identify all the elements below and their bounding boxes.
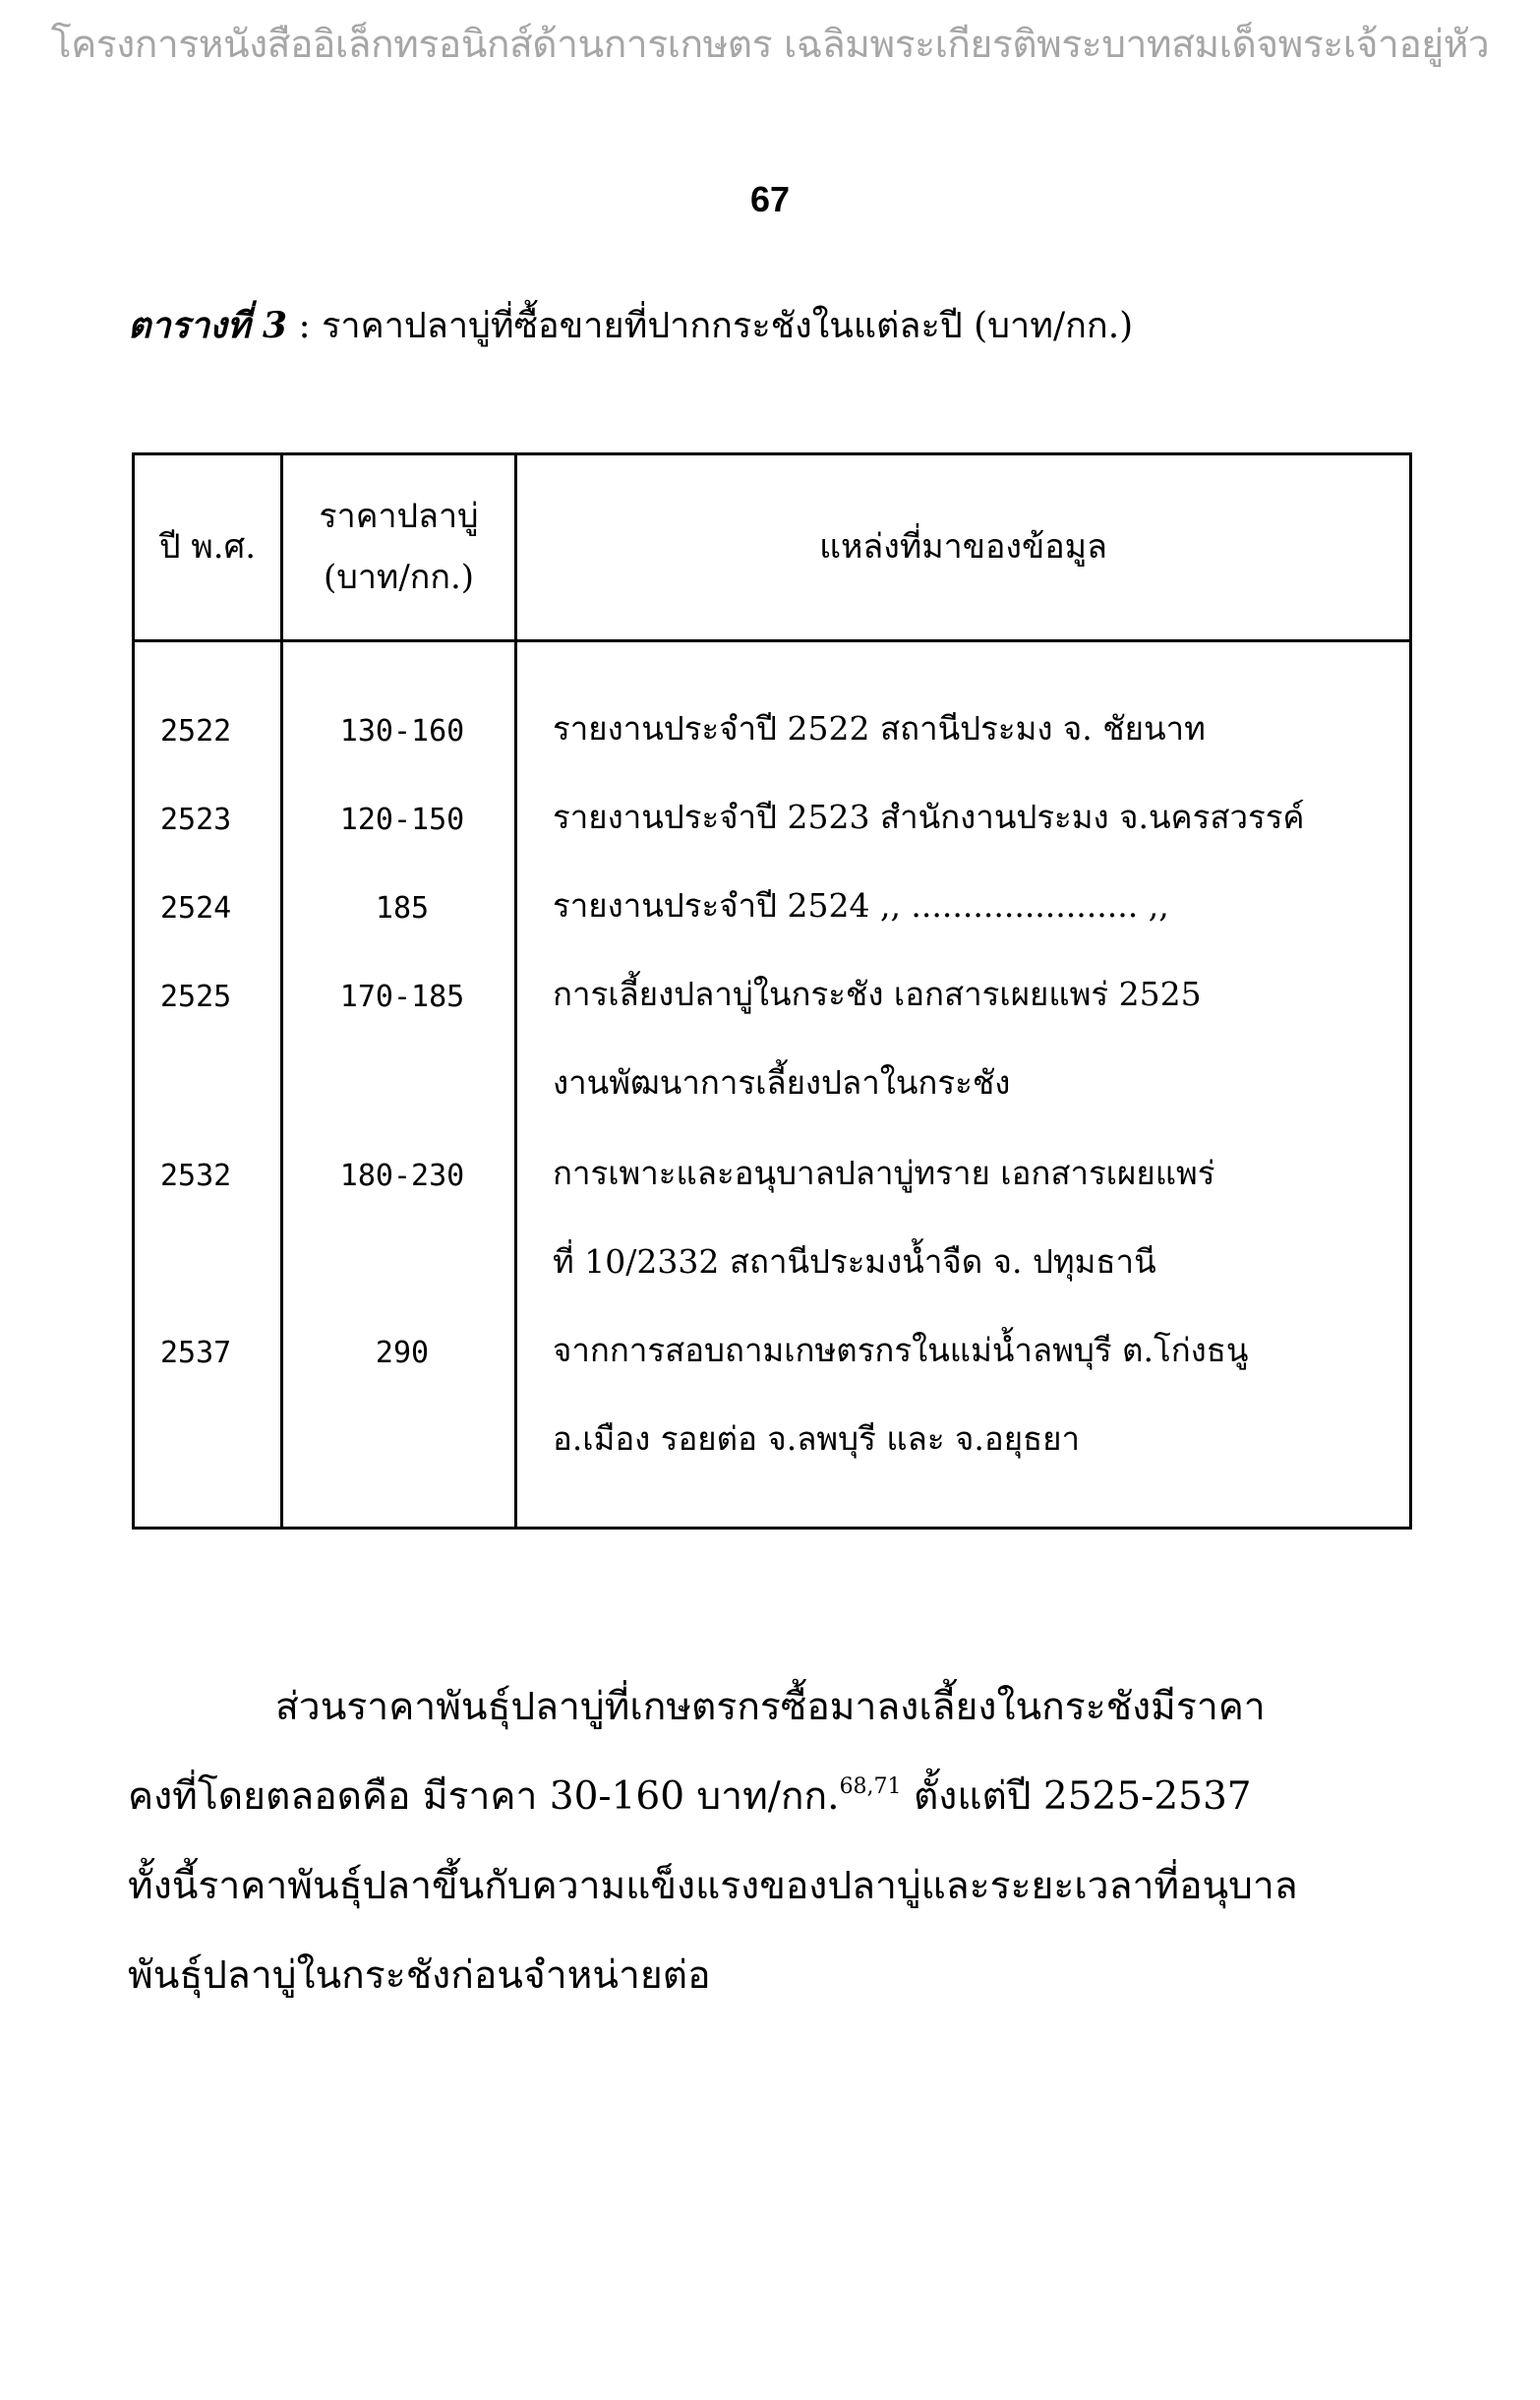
row-year: 2537	[160, 1336, 232, 1370]
row-source-line: รายงานประจำปี 2523 สำนักงานประมง จ.นครสวรรค์	[553, 798, 1305, 836]
price-table	[132, 452, 1412, 1530]
row-price: 180-230	[339, 1159, 465, 1193]
paragraph-line: ทั้งนี้ราคาพันธุ์ปลาขึ้นกับความแข็งแรงของปลาบู่และระยะเวลาที่อนุบาล	[128, 1864, 1298, 1908]
header-divider	[135, 639, 1409, 642]
body-paragraph	[128, 1662, 1416, 2020]
table-caption	[128, 297, 1133, 353]
paragraph-line	[128, 1752, 1416, 1841]
row-year: 2524	[160, 891, 232, 926]
paragraph-text: คงที่โดยตลอดคือ มีราคา 30-160 บาท/กก.	[128, 1774, 840, 1819]
header-source: แหล่งที่มาของข้อมูล	[819, 526, 1107, 567]
row-source-line: งานพัฒนาการเลี้ยงปลาในกระชัง	[553, 1063, 1011, 1102]
row-source-line: อ.เมือง รอยต่อ จ.ลพบุรี และ จ.อยุธยา	[553, 1419, 1081, 1458]
row-source-line: การเพาะและอนุบาลปลาบู่ทราย เอกสารเผยแพร่	[553, 1154, 1215, 1192]
row-year: 2525	[160, 980, 232, 1014]
row-price: 185	[375, 891, 430, 926]
paragraph-line: ส่วนราคาพันธุ์ปลาบู่ที่เกษตรกรซื้อมาลงเลี้ยงในกระชังมีราคา	[275, 1685, 1266, 1729]
row-price: 170-185	[339, 980, 465, 1014]
header-price-line2: (บาท/กก.)	[323, 557, 475, 597]
page-number: 67	[749, 179, 791, 219]
row-source-line: ที่ 10/2332 สถานีประมงน้ำจืด จ. ปทุมธานี	[553, 1242, 1156, 1281]
row-price: 290	[375, 1336, 430, 1370]
row-year: 2532	[160, 1159, 232, 1193]
header-year: ปี พ.ศ.	[159, 526, 256, 567]
row-year: 2522	[160, 714, 232, 749]
row-price: 130-160	[339, 714, 465, 749]
row-price: 120-150	[339, 803, 465, 837]
header-price-line1: ราคาปลาบู่	[319, 497, 479, 537]
row-source-line: รายงานประจำปี 2524 ,, ...................... ,,	[553, 886, 1169, 925]
paragraph-line: พันธุ์ปลาบู่ในกระชังก่อนจำหน่ายต่อ	[128, 1953, 711, 1998]
table-caption-label: ตารางที่ 3	[128, 305, 288, 346]
row-source-line: รายงานประจำปี 2522 สถานีประมง จ. ชัยนาท	[553, 709, 1206, 748]
paragraph-text: ตั้งแต่ปี 2525-2537	[901, 1774, 1252, 1819]
row-source-line: การเลี้ยงปลาบู่ในกระชัง เอกสารเผยแพร่ 2525	[553, 975, 1202, 1013]
row-source-line: จากการสอบถามเกษตรกรในแม่น้ำลพบุรี ต.โก่งธนู	[553, 1331, 1249, 1369]
citation-superscript: 68,71	[839, 1774, 902, 1799]
table-caption-text: : ราคาปลาบู่ที่ซื้อขายที่ปากกระชังในแต่ละปี (บาท/กก.)	[287, 306, 1134, 346]
page-header: โครงการหนังสืออิเล็กทรอนิกส์ด้านการเกษตร เฉลิมพระเกียรติพระบาทสมเด็จพระเจ้าอยู่หัว	[50, 23, 1490, 67]
row-year: 2523	[160, 803, 232, 837]
header-price	[283, 455, 514, 639]
